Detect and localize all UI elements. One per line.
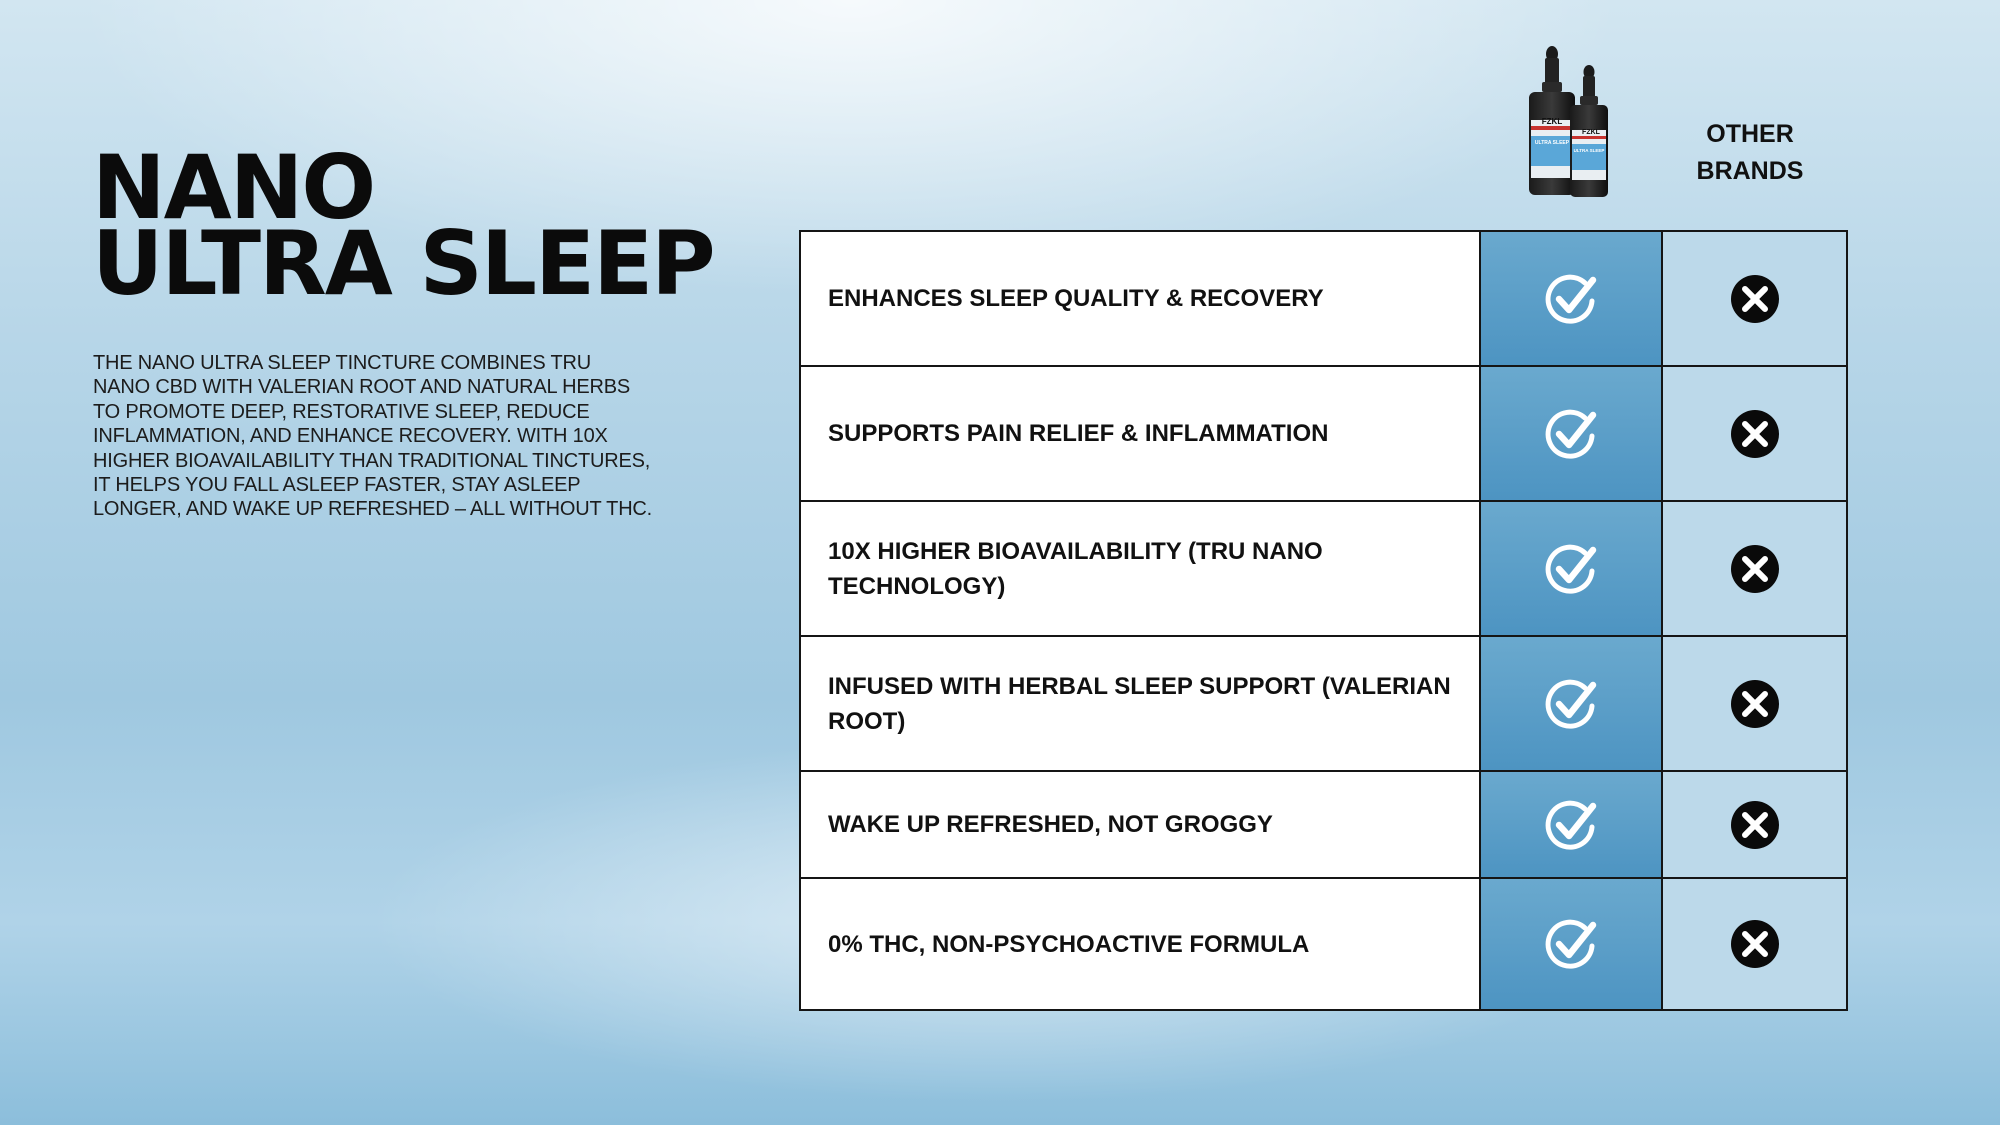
our-product-cell (1481, 772, 1663, 877)
table-row (801, 637, 1846, 772)
table-row (801, 772, 1846, 879)
feature-label: ENHANCES SLEEP QUALITY & RECOVERY (801, 232, 1481, 365)
other-brands-cell (1663, 232, 1846, 365)
x-icon (1730, 919, 1780, 969)
feature-label: SUPPORTS PAIN RELIEF & INFLAMMATION (801, 367, 1481, 500)
check-icon (1541, 269, 1601, 329)
other-brands-cell (1663, 772, 1846, 877)
table-row (801, 502, 1846, 637)
check-icon (1541, 674, 1601, 734)
product-description: THE NANO ULTRA SLEEP TINCTURE COMBINES TRU NANO CBD WITH VALERIAN ROOT AND NATURAL HERBS TO PROMOTE DEEP, RESTORATIVE SLEEP, REDUCE INFLAMMATION, AND ENHANCE RECOVERY. WITH 10X HIGHER BIOAVAILABILITY THAN TRADITIONAL TINCTURES, IT HELPS YOU FALL ASLEEP FASTER, STAY ASLEEP LONGER, AND WAKE UP REFRESHED – ALL WITHOUT THC. (93, 352, 653, 521)
our-product-cell (1481, 232, 1663, 365)
comparison-table (799, 230, 1848, 1011)
feature-label: 0% THC, NON-PSYCHOACTIVE FORMULA (801, 879, 1481, 1009)
check-icon (1541, 795, 1601, 855)
our-product-cell (1481, 502, 1663, 635)
x-icon (1730, 409, 1780, 459)
table-row (801, 232, 1846, 367)
check-icon (1541, 404, 1601, 464)
other-brands-header (1662, 116, 1838, 190)
check-icon (1541, 914, 1601, 974)
svg-text:ULTRA SLEEP: ULTRA SLEEP (1573, 148, 1605, 153)
x-icon (1730, 679, 1780, 729)
bottle-product-label: ULTRA SLEEP (1534, 140, 1570, 146)
bottle-brand-label: FZKL (1541, 117, 1563, 126)
title-line-1: NANO (92, 136, 375, 239)
feature-label: WAKE UP REFRESHED, NOT GROGGY (801, 772, 1481, 877)
x-icon (1730, 274, 1780, 324)
our-product-cell (1481, 367, 1663, 500)
feature-label: INFUSED WITH HERBAL SLEEP SUPPORT (VALERIAN ROOT) (801, 637, 1481, 770)
x-icon (1730, 800, 1780, 850)
other-brands-cell (1663, 637, 1846, 770)
check-icon (1541, 539, 1601, 599)
svg-text:FZKL: FZKL (1582, 129, 1600, 136)
x-icon (1730, 544, 1780, 594)
other-brands-line-1: OTHER (1706, 120, 1794, 148)
feature-label: 10X HIGHER BIOAVAILABILITY (TRU NANO TECHNOLOGY) (801, 502, 1481, 635)
page-title (92, 136, 714, 315)
table-row (801, 367, 1846, 502)
other-brands-line-2: BRANDS (1696, 157, 1804, 185)
our-product-cell (1481, 637, 1663, 770)
title-line-2: ULTRA SLEEP (92, 212, 714, 315)
other-brands-cell (1663, 502, 1846, 635)
other-brands-cell (1663, 879, 1846, 1009)
product-bottles-image (1522, 44, 1617, 199)
table-row (801, 879, 1846, 1009)
other-brands-cell (1663, 367, 1846, 500)
our-product-cell (1481, 879, 1663, 1009)
